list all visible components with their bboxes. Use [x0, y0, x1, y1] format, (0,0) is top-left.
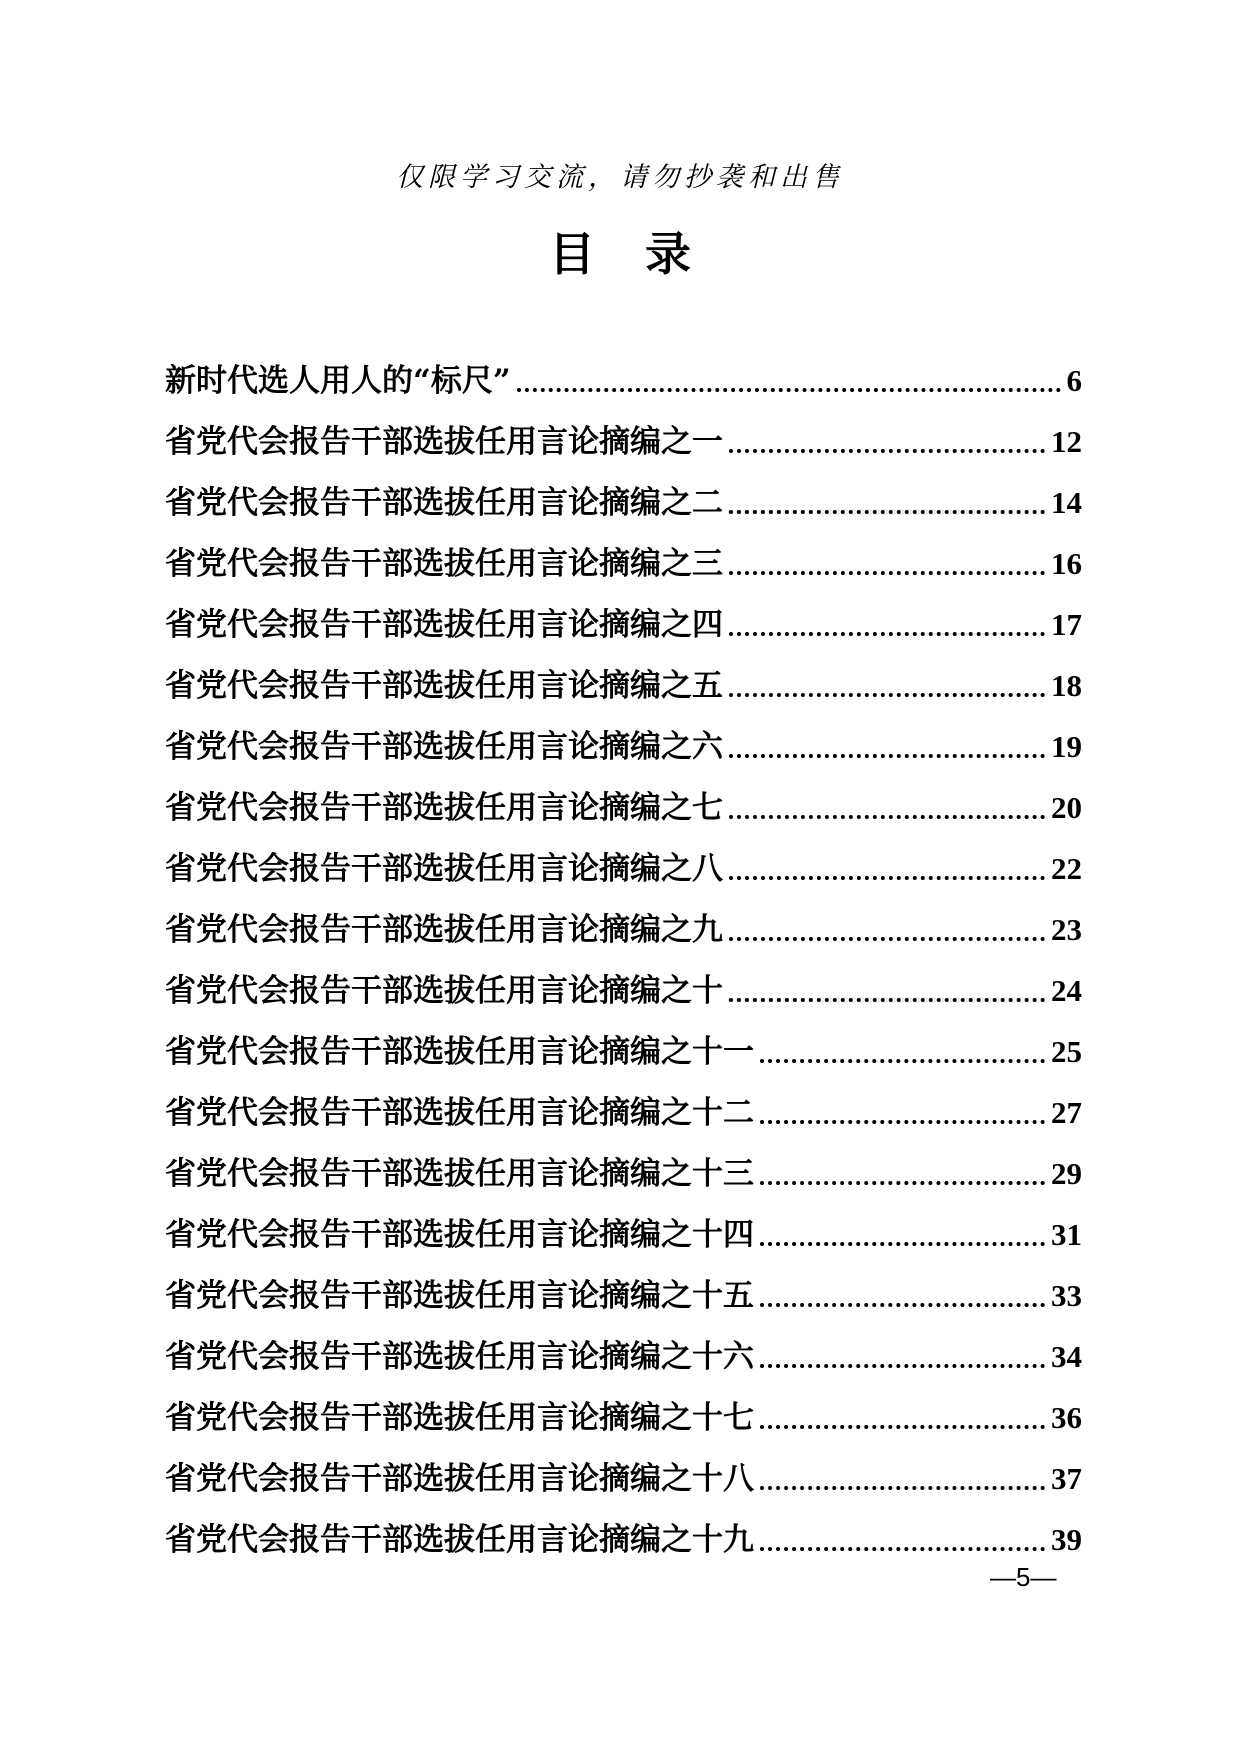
toc-entry[interactable] — [165, 828, 1082, 889]
toc-entry-page: 19 — [1051, 729, 1082, 764]
header-notice: 仅限学习交流，请勿抄袭和出售 — [396, 162, 844, 193]
toc-dot-leader — [760, 1486, 1045, 1490]
toc-dot-leader — [760, 1364, 1045, 1368]
toc-entry-title: 新时代选人用人的“标尺” — [165, 363, 511, 399]
toc-entry[interactable] — [165, 1072, 1082, 1133]
toc-entry[interactable] — [165, 1316, 1082, 1377]
toc-entry[interactable] — [165, 1133, 1082, 1194]
toc-dot-leader — [760, 1059, 1045, 1063]
toc-dot-leader — [760, 1303, 1045, 1307]
toc-entry-page: 17 — [1051, 607, 1082, 642]
toc-entry-page: 16 — [1051, 546, 1082, 581]
toc-entry[interactable] — [165, 706, 1082, 767]
toc-entry-page: 36 — [1051, 1400, 1082, 1435]
toc-entry[interactable] — [165, 1377, 1082, 1438]
page-number: —5— — [990, 1562, 1057, 1592]
toc-entry-title: 省党代会报告干部选拔任用言论摘编之八 — [165, 851, 723, 887]
toc-entry-title: 省党代会报告干部选拔任用言论摘编之十一 — [165, 1034, 754, 1070]
toc-entry[interactable] — [165, 523, 1082, 584]
toc-entry-title: 省党代会报告干部选拔任用言论摘编之五 — [165, 668, 723, 704]
toc-entry-title: 省党代会报告干部选拔任用言论摘编之十四 — [165, 1217, 754, 1253]
toc-entry-title: 省党代会报告干部选拔任用言论摘编之四 — [165, 607, 723, 643]
toc-entry-title: 省党代会报告干部选拔任用言论摘编之三 — [165, 546, 723, 582]
toc-dot-leader — [729, 693, 1045, 697]
toc-entry-title: 省党代会报告干部选拔任用言论摘编之六 — [165, 729, 723, 765]
toc-entry-title: 省党代会报告干部选拔任用言论摘编之十六 — [165, 1339, 754, 1375]
toc-entry-page: 14 — [1051, 485, 1082, 520]
toc-entry[interactable] — [165, 462, 1082, 523]
toc-entry-title: 省党代会报告干部选拔任用言论摘编之二 — [165, 485, 723, 521]
toc-dot-leader — [729, 876, 1045, 880]
toc-entry-title: 省党代会报告干部选拔任用言论摘编之九 — [165, 912, 723, 948]
toc-entry[interactable] — [165, 1499, 1082, 1560]
toc-entry[interactable] — [165, 767, 1082, 828]
toc-entry[interactable] — [165, 1255, 1082, 1316]
toc-entry[interactable] — [165, 1438, 1082, 1499]
toc-entry-title: 省党代会报告干部选拔任用言论摘编之十九 — [165, 1522, 754, 1558]
toc-entry-title: 省党代会报告干部选拔任用言论摘编之十二 — [165, 1095, 754, 1131]
toc-entry-page: 39 — [1051, 1522, 1082, 1557]
toc-dot-leader — [760, 1181, 1045, 1185]
toc-entry[interactable] — [165, 401, 1082, 462]
toc-dot-leader — [729, 510, 1045, 514]
toc-entry[interactable] — [165, 950, 1082, 1011]
toc-dot-leader — [729, 571, 1045, 575]
toc-entry-page: 31 — [1051, 1217, 1082, 1252]
toc-entry[interactable] — [165, 1011, 1082, 1072]
toc-title: 目录 — [549, 227, 741, 281]
toc-dot-leader — [760, 1242, 1045, 1246]
toc-entry-title: 省党代会报告干部选拔任用言论摘编之十 — [165, 973, 723, 1009]
toc-entry-page: 23 — [1051, 912, 1082, 947]
toc-entry-page: 24 — [1051, 973, 1082, 1008]
toc-dot-leader — [729, 998, 1045, 1002]
toc-entry-title: 省党代会报告干部选拔任用言论摘编之七 — [165, 790, 723, 826]
toc-entry[interactable] — [165, 1194, 1082, 1255]
toc-entry-page: 18 — [1051, 668, 1082, 703]
toc-entry-page: 22 — [1051, 851, 1082, 886]
toc-entry-title: 省党代会报告干部选拔任用言论摘编之十三 — [165, 1156, 754, 1192]
toc-dot-leader — [517, 388, 1061, 392]
toc-entry[interactable] — [165, 645, 1082, 706]
toc-entry-title: 省党代会报告干部选拔任用言论摘编之十五 — [165, 1278, 754, 1314]
toc-dot-leader — [729, 449, 1045, 453]
toc-entry-page: 29 — [1051, 1156, 1082, 1191]
toc-entry[interactable] — [165, 584, 1082, 645]
toc-entry[interactable] — [165, 889, 1082, 950]
toc-entry-title: 省党代会报告干部选拔任用言论摘编之十七 — [165, 1400, 754, 1436]
toc-dot-leader — [760, 1425, 1045, 1429]
toc-list — [165, 340, 1082, 1560]
toc-dot-leader — [760, 1547, 1045, 1551]
toc-entry-page: 37 — [1051, 1461, 1082, 1496]
toc-entry[interactable] — [165, 340, 1082, 401]
toc-dot-leader — [729, 754, 1045, 758]
toc-dot-leader — [729, 815, 1045, 819]
toc-entry-page: 12 — [1051, 424, 1082, 459]
toc-entry-page: 33 — [1051, 1278, 1082, 1313]
toc-entry-title: 省党代会报告干部选拔任用言论摘编之十八 — [165, 1461, 754, 1497]
toc-dot-leader — [760, 1120, 1045, 1124]
toc-entry-page: 6 — [1066, 363, 1082, 398]
toc-entry-page: 34 — [1051, 1339, 1082, 1374]
toc-entry-title: 省党代会报告干部选拔任用言论摘编之一 — [165, 424, 723, 460]
toc-entry-page: 20 — [1051, 790, 1082, 825]
toc-entry-page: 25 — [1051, 1034, 1082, 1069]
toc-entry-page: 27 — [1051, 1095, 1082, 1130]
toc-dot-leader — [729, 632, 1045, 636]
toc-dot-leader — [729, 937, 1045, 941]
